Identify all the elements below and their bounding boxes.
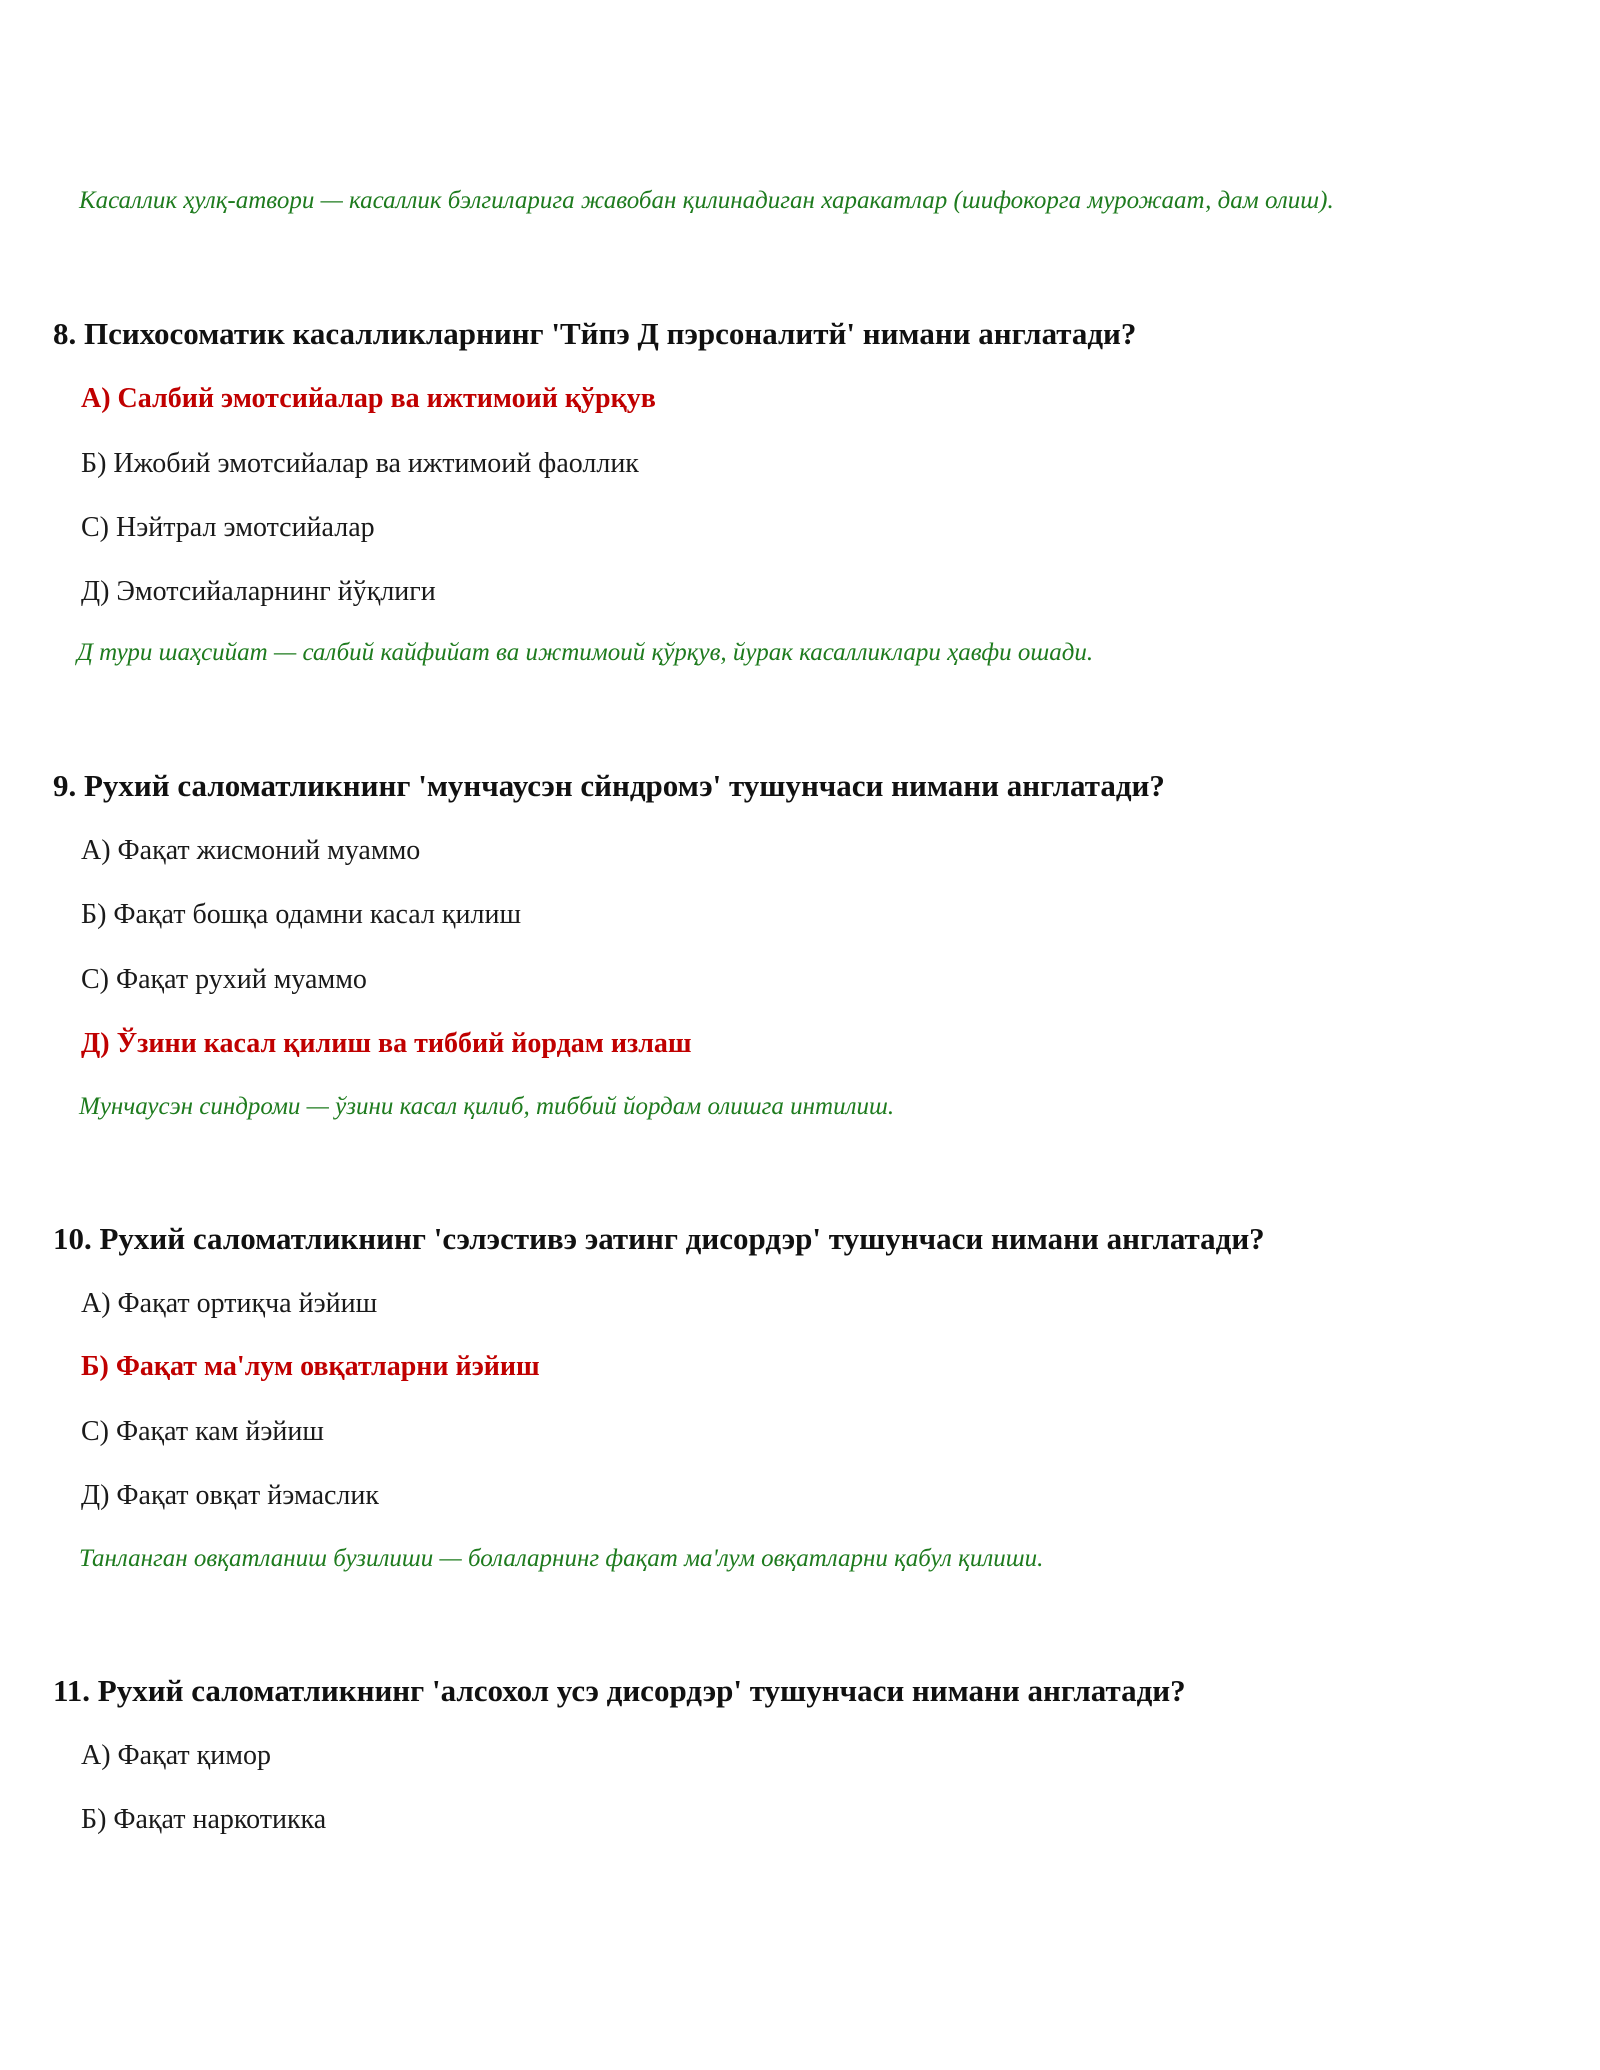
question-title-10: 10. Рухий саломатликнинг 'сэлэстивэ эатинг дисордэр' тушунчаси нимани англатади? [53,1221,1265,1256]
answer-option-10b-correct: Б) Фақат ма'лум овқатларни йэйиш [81,1351,540,1382]
explanation-text-9: Мунчаусэн синдроми — ўзини касал қилиб, тиббий йордам олишга интилиш. [79,1093,895,1120]
answer-option-10d: Д) Фақат овқат йэмаслик [81,1480,379,1511]
answer-option-9c: С) Фақат рухий муаммо [81,964,367,995]
explanation-text-7: Касаллик ҳулқ-атвори — касаллик бэлгиларига жавобан қилинадиган харакатлар (шифокорга мурожаат, дам олиш). [79,187,1334,214]
question-title-8: 8. Психосоматик касалликларнинг 'Тйпэ Д пэрсоналитй' нимани англатади? [53,316,1137,351]
answer-option-8c: С) Нэйтрал эмотсийалар [81,512,375,543]
answer-option-11b: Б) Фақат наркотикка [81,1804,327,1835]
answer-option-10c: С) Фақат кам йэйиш [81,1416,324,1447]
explanation-text-10: Танланган овқатланиш бузилиши — болаларнинг фақат ма'лум овқатларни қабул қилиши. [79,1545,1044,1572]
answer-option-11a: А) Фақат қимор [81,1740,271,1771]
explanation-text-8: Д тури шаҳсийат — салбий кайфийат ва ижтимоий қўрқув, йурак касалликлари ҳавфи ошади. [77,639,1094,666]
answer-option-9b: Б) Фақат бошқа одамни касал қилиш [81,899,522,930]
answer-option-8d: Д) Эмотсийаларнинг йўқлиги [81,576,436,607]
question-title-11: 11. Рухий саломатликнинг 'алсохол усэ дисордэр' тушунчаси нимани англатади? [53,1673,1186,1708]
answer-option-9a: А) Фақат жисмоний муаммо [81,835,421,866]
answer-option-9d-correct: Д) Ўзини касал қилиш ва тиббий йордам излаш [81,1028,692,1059]
answer-option-10a: А) Фақат ортиқча йэйиш [81,1288,378,1319]
question-title-9: 9. Рухий саломатликнинг 'мунчаусэн сйндромэ' тушунчаси нимани англатади? [53,768,1165,803]
answer-option-8b: Б) Ижобий эмотсийалар ва ижтимоий фаоллик [81,448,639,479]
answer-option-8a-correct: А) Салбий эмотсийалар ва ижтимоий қўрқув [81,383,656,414]
